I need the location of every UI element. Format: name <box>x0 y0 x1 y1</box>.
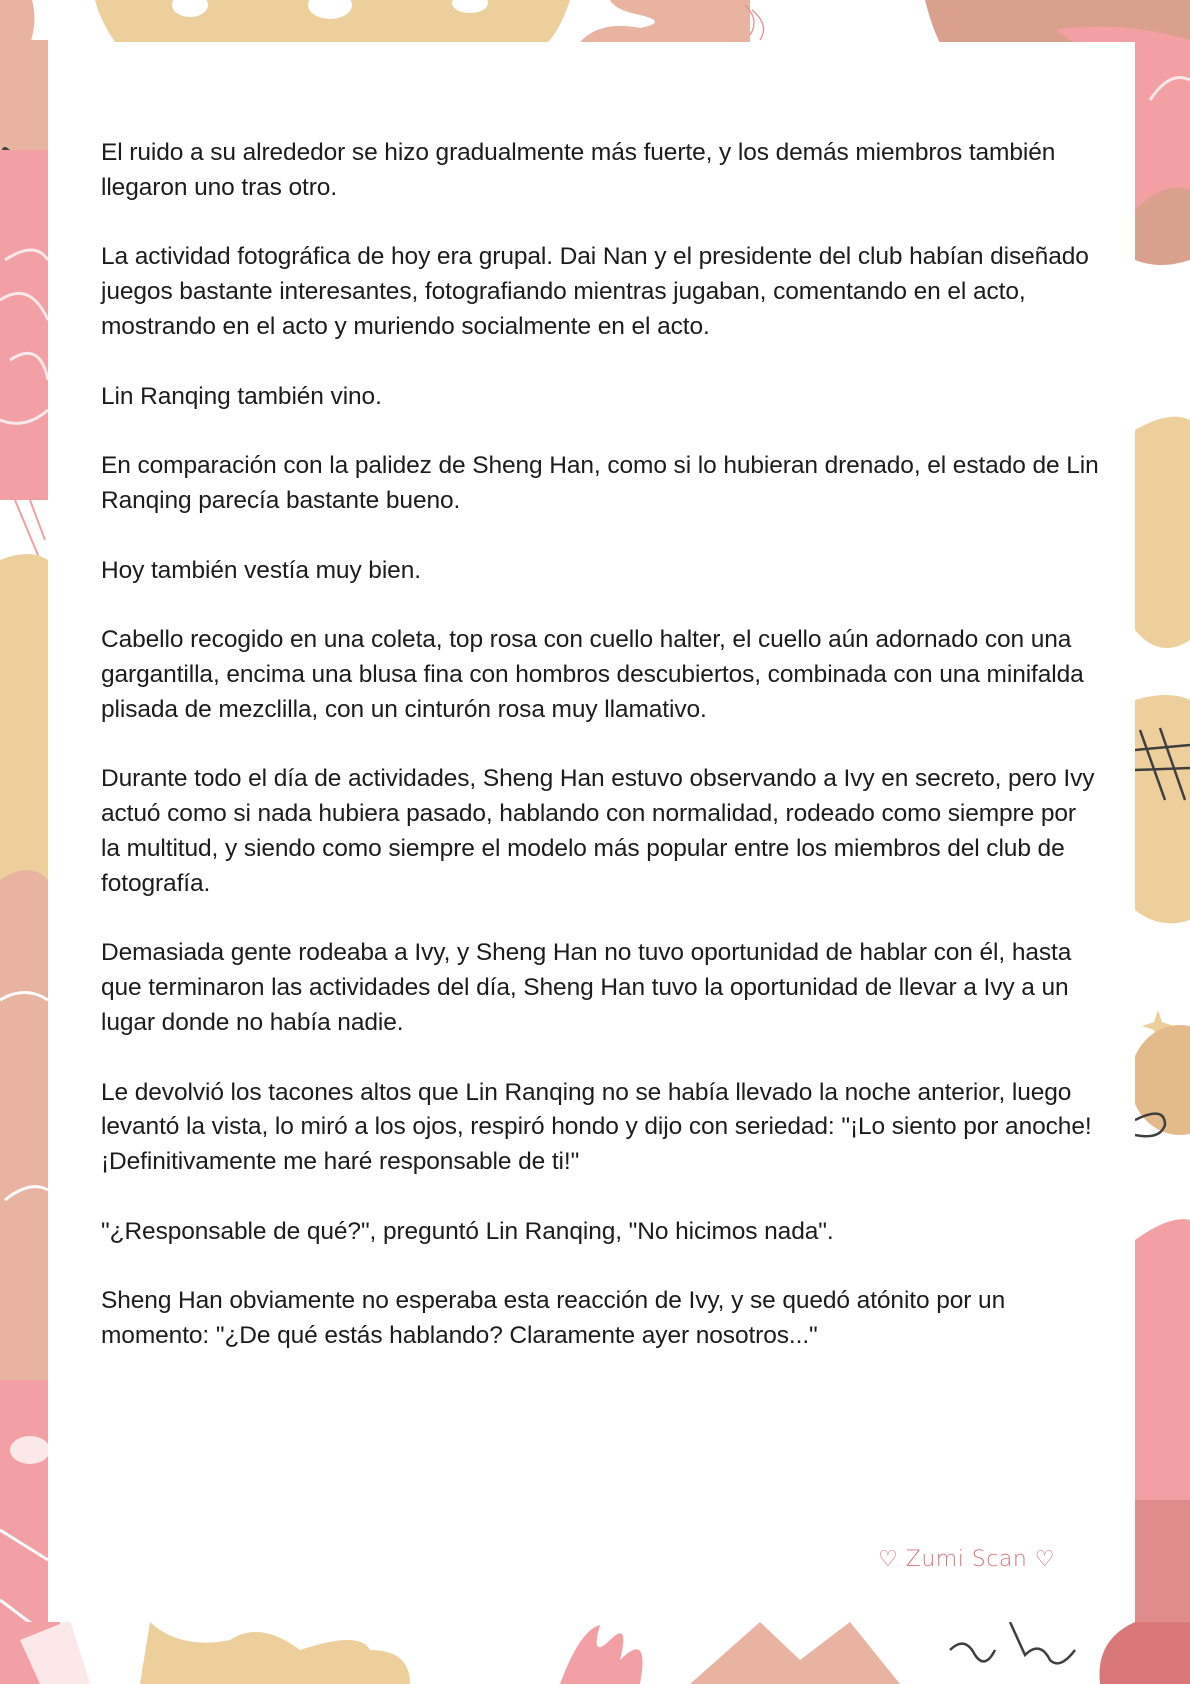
paragraph: Hoy también vestía muy bien. <box>101 556 421 584</box>
left-peach <box>0 40 48 150</box>
bottom-sand <box>140 1622 410 1684</box>
paragraph: Demasiada gente rodeaba a Ivy, y Sheng Han no tuvo oportunidad de hablar con él, hasta que terminaron las actividades del día, Sheng Han tuvo la oportunidad de llevar a Ivy a un lugar donde no había nadie. <box>101 939 1072 1036</box>
paragraph: En comparación con la palidez de Sheng Han, como si lo hubieran drenado, el estado de Lin Ranqing parecía bastante bueno. <box>101 452 1099 514</box>
chapter-text <box>101 136 1101 1389</box>
bottom-rose <box>1099 1622 1190 1684</box>
paragraph: Le devolvió los tacones altos que Lin Ranqing no se había llevado la noche anterior, luego levantó la vista, lo miró a los ojos, respiró hondo y dijo con seriedad: "¡Lo siento por anoche! ¡Definitivamente me haré responsable de ti!" <box>101 1078 1092 1176</box>
paragraph: El ruido a su alrededor se hizo gradualmente más fuerte, y los demás miembros también llegaron uno tras otro. <box>101 139 1056 201</box>
page <box>48 42 1135 1622</box>
right-sand-2 <box>1135 695 1190 923</box>
left-pink <box>0 150 48 500</box>
right-sand-1 <box>1135 417 1190 648</box>
bottom-peach <box>690 1622 900 1684</box>
left-sand <box>0 554 48 880</box>
bottom-squiggle <box>950 1622 1075 1663</box>
paragraph: Sheng Han obviamente no esperaba esta reacción de Ivy, y se quedó atónito por un momento: "¿De qué estás hablando? Claramente ayer nosotros..." <box>101 1287 1006 1350</box>
paragraph: La actividad fotográfica de hoy era grupal. Dai Nan y el presidente del club habían diseñado juegos bastante interesantes, fotografiando mientras jugaban, comentando en el acto, mostrando en el acto y muriendo socialmente en el acto. <box>101 243 1089 340</box>
scanlation-signature: ♡ Zumi Scan ♡ <box>878 1547 1055 1572</box>
top-peach-s <box>580 0 750 42</box>
bottom-pink-scribble <box>560 1625 643 1684</box>
paragraph: Durante todo el día de actividades, Sheng Han estuvo observando a Ivy en secreto, pero Ivy actuó como si nada hubiera pasado, hablando con normalidad, rodeado como siempre por la multitud, y siendo como siempre el modelo más popular entre los miembros del club de fotografía. <box>101 765 1095 897</box>
paragraph: Lin Ranqing también vino. <box>101 382 382 410</box>
paragraph: Cabello recogido en una coleta, top rosa con cuello halter, el cuello aún adornado con una gargantilla, encima una blusa fina con hombros descubiertos, combinada con una minifalda plisada de mezclilla, con un cinturón rosa muy llamativo. <box>101 626 1084 723</box>
paragraph: "¿Responsable de qué?", preguntó Lin Ranqing, "No hicimos nada". <box>101 1217 834 1245</box>
left-peach-lower <box>0 870 48 1380</box>
